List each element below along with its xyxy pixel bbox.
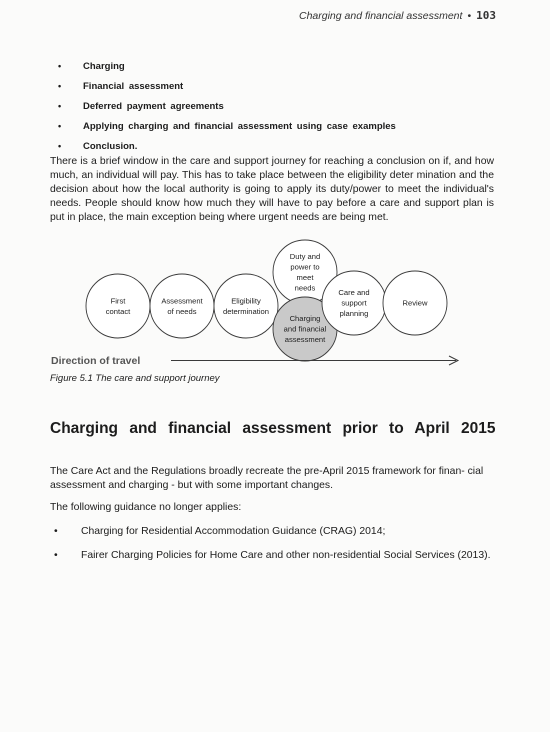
list-item xyxy=(54,525,494,539)
journey-stage-label: Charging and financial assessment xyxy=(283,314,327,345)
page-number: 103 xyxy=(476,9,496,22)
bullet-icon: • xyxy=(54,526,58,537)
bullet-icon: • xyxy=(58,141,62,151)
bullet-icon: • xyxy=(58,121,62,131)
header-separator: • xyxy=(467,10,472,22)
list-item-text: Applying charging and financial assessment using case examples xyxy=(83,120,396,132)
bullet-icon: • xyxy=(58,61,62,71)
care-act-paragraph: The Care Act and the Regulations broadly recreate the pre-April 2015 framework for finan- cial assessment and charging - but with some important changes. xyxy=(50,466,484,491)
journey-stage-label: Review xyxy=(402,298,428,308)
journey-stage-label: Care and support planning xyxy=(338,288,370,319)
journey-stage-label: Duty and power to meet needs xyxy=(289,251,321,293)
list-item-text: Financial assessment xyxy=(83,80,184,92)
bullet-icon: • xyxy=(54,549,58,561)
list-item-text: Fairer Charging Policies for Home Care and other non-residential Social Services (2013). xyxy=(81,549,491,561)
guidance-intro: The following guidance no longer applies: xyxy=(50,502,242,513)
journey-stage-label: Eligibility determination xyxy=(222,296,270,316)
intro-paragraph: There is a brief window in the care and support journey for reaching a conclusion on if, and how much, an individual will pay. This has to take place between the eligibility deter mination and the decision about how the local authority is going to apply its duty/power to meet the individual's needs. People should know how much they will have to pay before a care and support plan is put in place, the main exception being where urgent needs are being met. xyxy=(50,156,494,223)
list-item-text: Conclusion. xyxy=(83,140,138,152)
list-item-text: Charging xyxy=(83,60,125,72)
journey-stage-label: Assessment of needs xyxy=(161,296,203,316)
bullet-icon: • xyxy=(58,101,62,111)
figure-caption: Figure 5.1 The care and support journey xyxy=(50,373,220,384)
running-title: Charging and financial assessment xyxy=(299,10,463,22)
list-item xyxy=(54,549,494,563)
bullet-icon: • xyxy=(58,81,62,91)
list-item-text: Deferred payment agreements xyxy=(83,100,224,112)
journey-stage-label: First contact xyxy=(105,296,131,316)
section-heading: Charging and financial assessment prior to April 2015 xyxy=(50,420,496,437)
guidance-list xyxy=(54,525,494,573)
list-item-text: Charging for Residential Accommodation Guidance (CRAG) 2014; xyxy=(81,526,386,537)
direction-label: Direction of travel xyxy=(51,355,141,367)
